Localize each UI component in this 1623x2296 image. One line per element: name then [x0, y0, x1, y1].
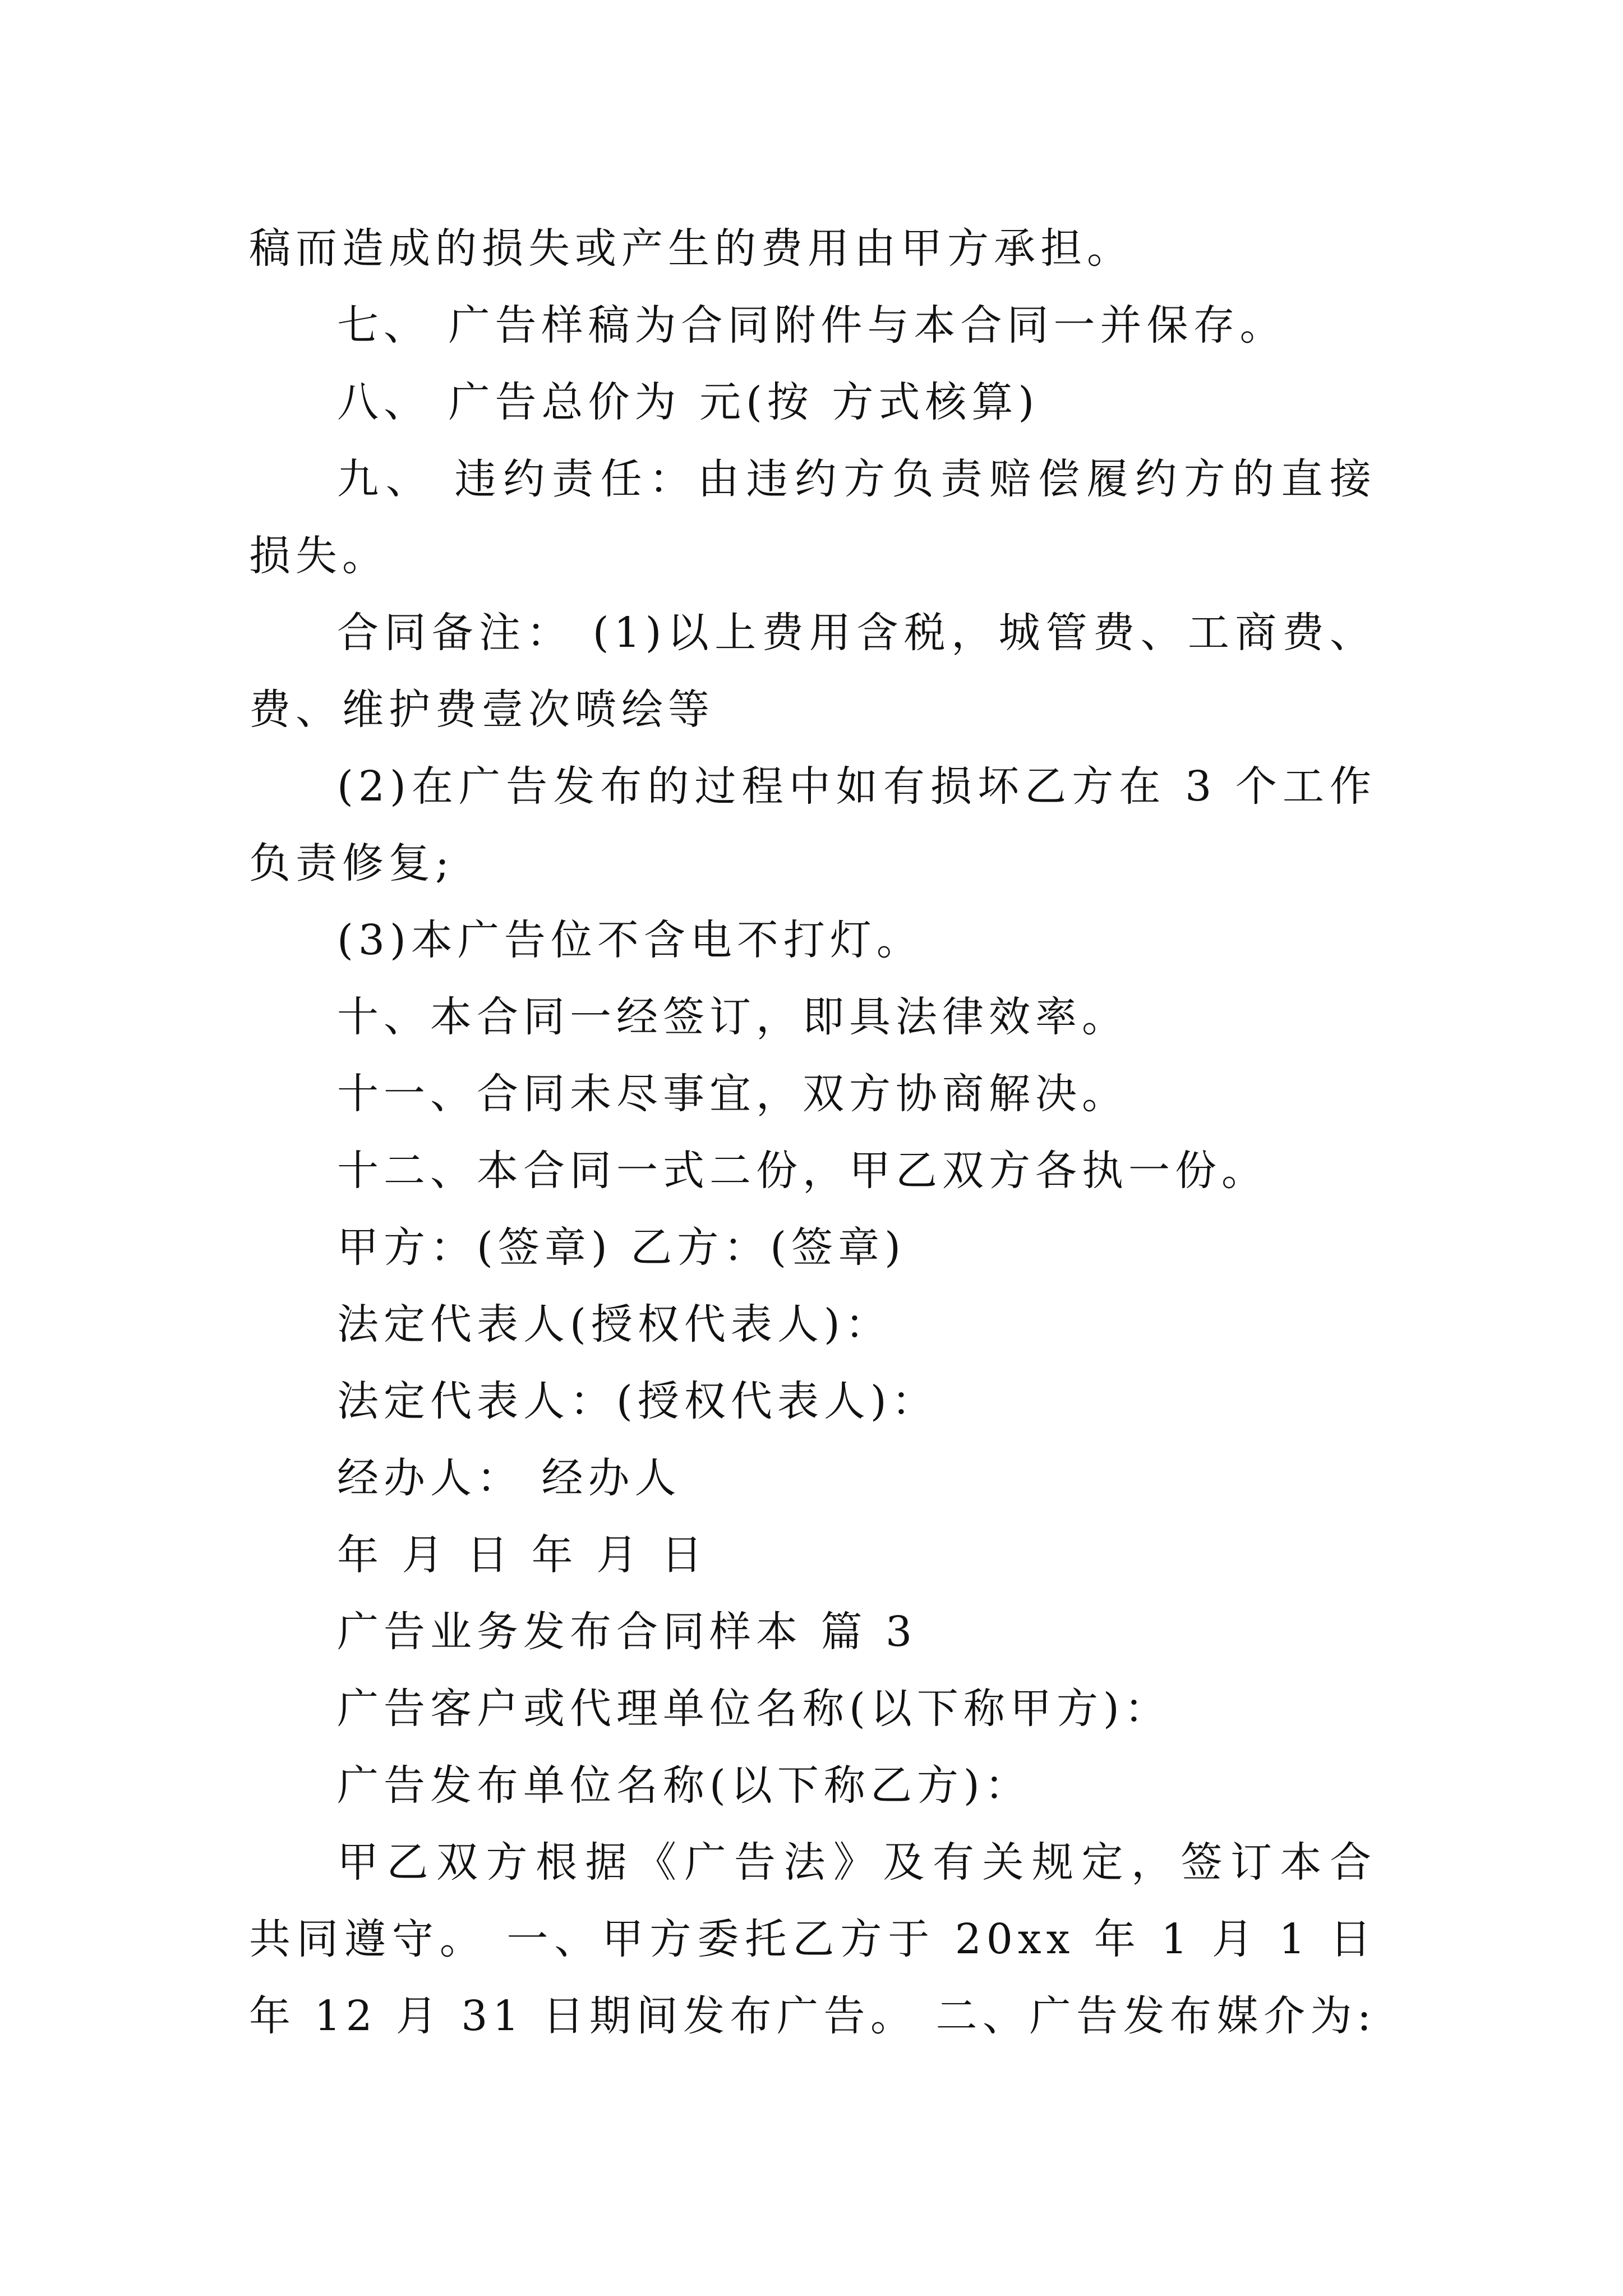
text-line: 甲乙双方根据《广告法》及有关规定，签订本合	[337, 1838, 1376, 1887]
text-line: 九、 违约责任：由违约方负责赔偿履约方的直接	[337, 455, 1376, 503]
text-line: (3)本广告位不含电不打灯。	[337, 916, 923, 964]
text-line: 广告发布单位名称(以下称乙方)：	[337, 1761, 1031, 1810]
text-line: 负责修复;	[249, 839, 454, 887]
text-line: 广告客户或代理单位名称(以下称甲方)：	[337, 1685, 1171, 1733]
text-line: 年 12 月 31 日期间发布广告。 二、广告发布媒介为:	[249, 1992, 1376, 2040]
text-line: 十二、本合同一式二份，甲乙双方各执一份。	[337, 1147, 1268, 1195]
text-line: 十一、合同未尽事宜，双方协商解决。	[337, 1070, 1128, 1118]
text-line: 损失。	[249, 532, 389, 580]
text-line: 稿而造成的损失或产生的费用由甲方承担。	[249, 224, 1133, 273]
text-line: 费、维护费壹次喷绘等	[249, 685, 714, 734]
text-line: 甲方：(签章) 乙方：(签章)	[337, 1223, 906, 1272]
document-body	[249, 210, 1376, 2055]
text-line: 十、本合同一经签订，即具法律效率。	[337, 993, 1128, 1041]
text-line: 八、 广告总价为 元(按 方式核算)	[337, 378, 1040, 426]
text-line: 年 月 日 年 月 日	[337, 1531, 708, 1579]
text-line: 法定代表人：(授权代表人)：	[337, 1377, 938, 1425]
text-line: 经办人： 经办人	[337, 1454, 681, 1502]
text-line: 合同备注： (1)以上费用含税，城管费、工商费、	[337, 609, 1376, 657]
section-heading: 广告业务发布合同样本 篇 3	[337, 1608, 917, 1656]
text-line: 七、 广告样稿为合同附件与本合同一并保存。	[337, 301, 1287, 349]
text-line: (2)在广告发布的过程中如有损坏乙方在 3 个工作	[337, 762, 1376, 811]
text-line: 法定代表人(授权代表人)：	[337, 1300, 892, 1349]
text-line: 共同遵守。 一、甲方委托乙方于 20xx 年 1 月 1 日	[249, 1915, 1376, 1963]
